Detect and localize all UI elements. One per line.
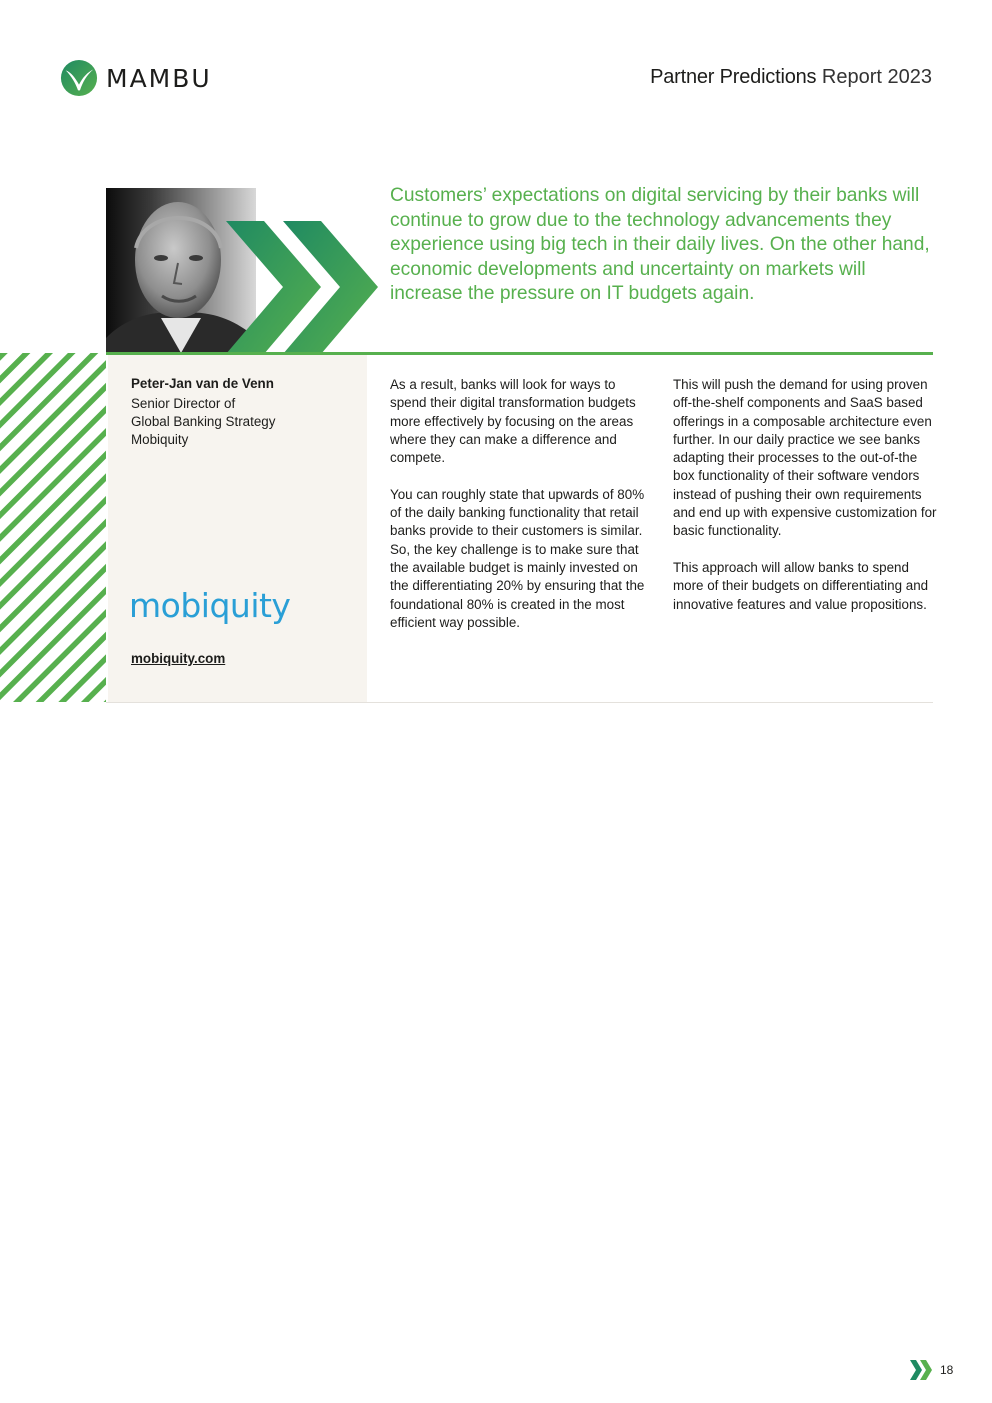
body-column-2 [673, 376, 938, 632]
section-divider [106, 702, 933, 703]
author-title-line2: Global Banking Strategy [131, 414, 276, 429]
paragraph: This approach will allow banks to spend more of their budgets on differentiating and innovative features and value propositions. [673, 559, 929, 612]
paragraph: This will push the demand for using proven off-the-shelf components and SaaS based offerings in a composable architecture even further. In our daily practice we see banks adapting their processes to the out-of-the box functionality of their software vendors instead of pushing their own requirements and end up with expensive customization for basic functionality. [673, 377, 937, 539]
company-website-link[interactable]: mobiquity.com [131, 651, 226, 666]
diagonal-stripes-decoration [0, 353, 106, 702]
paragraph: As a result, banks will look for ways to spend their digital transformation budgets more effectively by focusing on the areas where they can make a difference and compete. [390, 377, 636, 466]
page-number: 18 [940, 1363, 954, 1377]
brand-name: MAMBU [106, 63, 212, 93]
mobiquity-logo: mobiquity [129, 586, 291, 625]
paragraph: You can roughly state that upwards of 80% of the daily banking functionality that retail banks provide to their customers is similar. So, the key challenge is to make sure that the available budget is mainly invested on the differentiating 20% by ensuring that the foundational 80% is created in the most efficient way possible. [390, 486, 645, 630]
author-company: Mobiquity [131, 432, 189, 447]
chevrons-decoration [226, 221, 378, 354]
body-column-1 [390, 376, 655, 650]
author-title-line1: Senior Director of [131, 396, 236, 411]
mambu-logo [60, 58, 220, 98]
report-title-bold: Partner Predictions [650, 66, 817, 88]
chevron-right-icon [910, 1360, 934, 1380]
report-title [650, 66, 932, 89]
mambu-logo-icon [60, 59, 98, 97]
report-title-light: Report 2023 [821, 66, 932, 88]
author-name: Peter-Jan van de Venn [131, 376, 274, 391]
pull-quote: Customers’ expectations on digital servicing by their banks will continue to grow due to the technology advancements they experience using big tech in their daily lives. On the other hand, economic developments and uncertainty on markets will increase the pressure on IT budgets again. [390, 185, 930, 304]
